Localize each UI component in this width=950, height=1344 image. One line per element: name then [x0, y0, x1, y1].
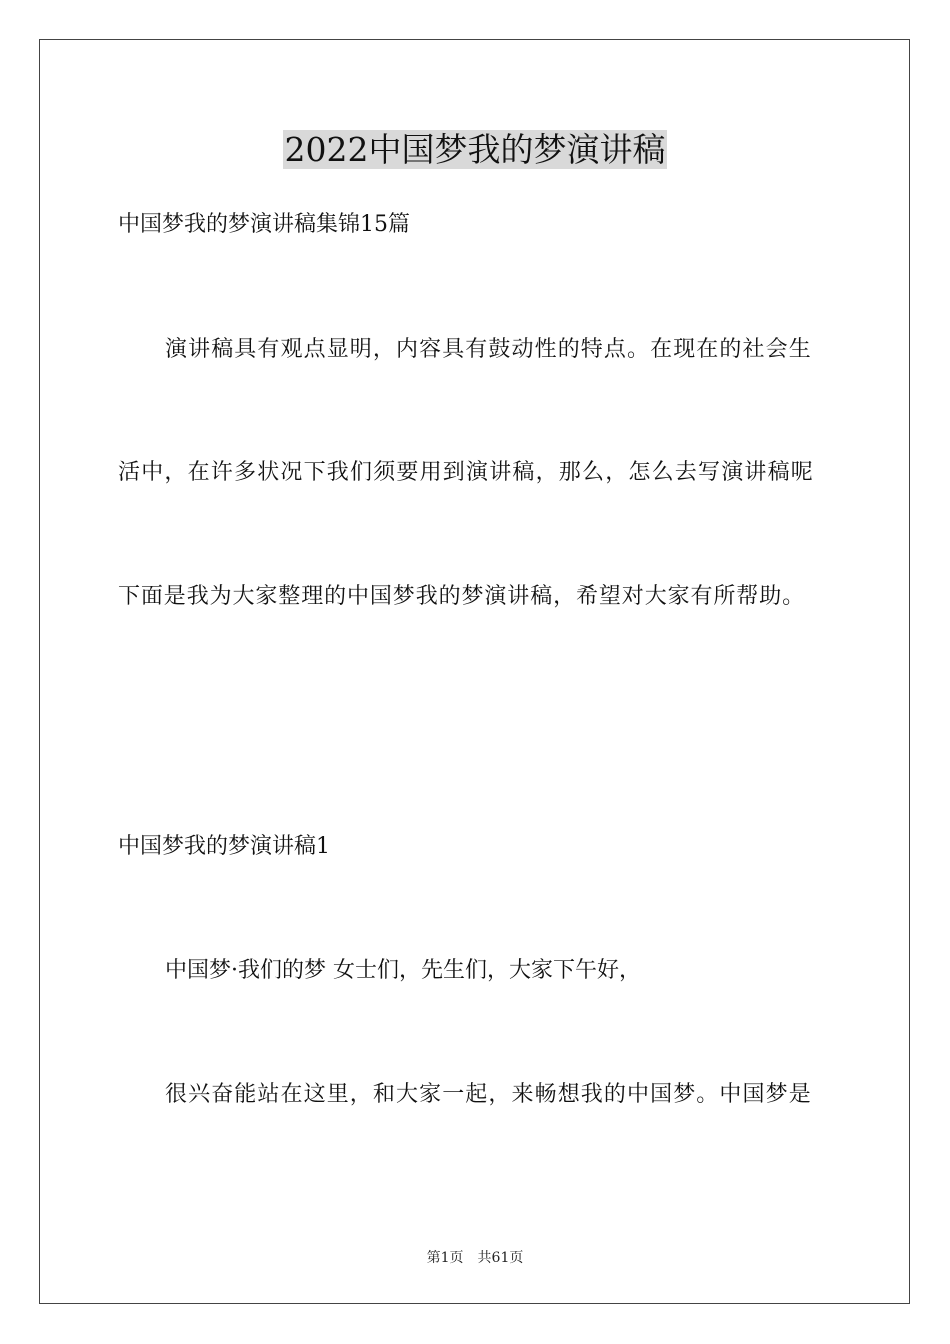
intro-paragraph-line-1: 演讲稿具有观点显明，内容具有鼓动性的特点。在现在的社会生 [165, 337, 812, 362]
section-paragraph-2: 很兴奋能站在这里，和大家一起，来畅想我的中国梦。中国梦是 [165, 1082, 812, 1107]
section-paragraph-1: 中国梦·我们的梦 女士们，先生们，大家下午好， [165, 958, 641, 983]
document-title-text: 2022中国梦我的梦演讲稿 [284, 130, 666, 169]
total-pages: 共61页 [477, 1250, 524, 1266]
document-title [0, 128, 950, 172]
page-footer [0, 1248, 950, 1268]
page-number: 第1页 [426, 1250, 464, 1266]
intro-paragraph-line-3: 下面是我为大家整理的中国梦我的梦演讲稿，希望对大家有所帮助。 [118, 584, 806, 609]
document-subtitle: 中国梦我的梦演讲稿集锦15篇 [118, 212, 410, 237]
section-heading: 中国梦我的梦演讲稿1 [118, 834, 330, 859]
intro-paragraph-line-2: 活中，在许多状况下我们须要用到演讲稿，那么，怎么去写演讲稿呢 [118, 460, 815, 485]
